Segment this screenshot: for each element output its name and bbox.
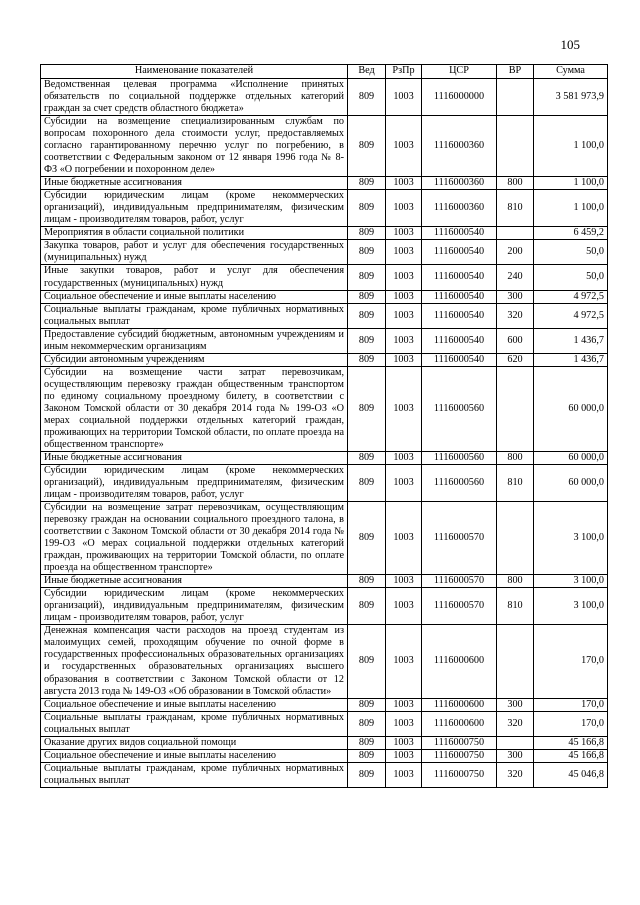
cell-rzpr: 1003 xyxy=(386,698,422,711)
cell-ved: 809 xyxy=(348,79,386,116)
cell-vr: 800 xyxy=(497,575,534,588)
table-row xyxy=(41,240,608,265)
cell-name: Социальные выплаты гражданам, кроме публичных нормативных социальных выплат xyxy=(41,303,348,328)
cell-name: Социальное обеспечение и иные выплаты населению xyxy=(41,290,348,303)
cell-name: Социальные выплаты гражданам, кроме публичных нормативных социальных выплат xyxy=(41,762,348,787)
cell-ved: 809 xyxy=(348,265,386,290)
cell-ved: 809 xyxy=(348,464,386,501)
cell-csr: 1116000540 xyxy=(422,227,497,240)
cell-csr: 1116000540 xyxy=(422,265,497,290)
cell-vr: 800 xyxy=(497,177,534,190)
cell-csr: 1116000600 xyxy=(422,625,497,698)
cell-sum: 1 436,7 xyxy=(534,328,608,353)
cell-name: Субсидии автономным учреждениям xyxy=(41,353,348,366)
cell-rzpr: 1003 xyxy=(386,328,422,353)
table-row xyxy=(41,303,608,328)
cell-vr xyxy=(497,625,534,698)
cell-vr: 200 xyxy=(497,240,534,265)
cell-name: Мероприятия в области социальной политики xyxy=(41,227,348,240)
cell-csr: 1116000540 xyxy=(422,353,497,366)
cell-vr xyxy=(497,366,534,451)
cell-csr: 1116000000 xyxy=(422,79,497,116)
cell-name: Субсидии на возмещение затрат перевозчикам, осуществляющим перевозку граждан на основании социального проездного талона, в соответствии с Законом Томской области от 30 декабря 2014 года № 199-ОЗ «О мерах социальной поддержки отдельных категорий граждан, проживающих на территории Томской области, по оплате проезда на общественном транспорте» xyxy=(41,502,348,575)
cell-csr: 1116000560 xyxy=(422,451,497,464)
table-row xyxy=(41,451,608,464)
table-row xyxy=(41,190,608,227)
cell-rzpr: 1003 xyxy=(386,240,422,265)
cell-sum: 50,0 xyxy=(534,240,608,265)
cell-csr: 1116000540 xyxy=(422,328,497,353)
cell-vr xyxy=(497,227,534,240)
cell-sum: 45 166,8 xyxy=(534,736,608,749)
cell-ved: 809 xyxy=(348,749,386,762)
cell-vr: 300 xyxy=(497,290,534,303)
cell-rzpr: 1003 xyxy=(386,711,422,736)
header-name: Наименование показателей xyxy=(41,65,348,79)
cell-name: Иные бюджетные ассигнования xyxy=(41,451,348,464)
cell-sum: 4 972,5 xyxy=(534,303,608,328)
cell-rzpr: 1003 xyxy=(386,736,422,749)
cell-ved: 809 xyxy=(348,303,386,328)
page-number: 105 xyxy=(560,37,580,52)
cell-vr: 810 xyxy=(497,588,534,625)
cell-ved: 809 xyxy=(348,177,386,190)
cell-csr: 1116000540 xyxy=(422,303,497,328)
cell-vr: 300 xyxy=(497,698,534,711)
cell-vr: 800 xyxy=(497,451,534,464)
cell-sum: 50,0 xyxy=(534,265,608,290)
cell-csr: 1116000570 xyxy=(422,575,497,588)
cell-vr xyxy=(497,502,534,575)
header-ved: Вед xyxy=(348,65,386,79)
cell-name: Субсидии на возмещение части затрат перевозчикам, осуществляющим перевозку граждан общественным транспортом по единому социальному проездному билету, в соответствии с Законом Томской области от 30 декабря 2014 года № 199-ОЗ «О мерах социальной поддержки отдельных категорий граждан, проживающих на территории Томской области, по оплате проезда на общественном транспорте» xyxy=(41,366,348,451)
cell-rzpr: 1003 xyxy=(386,575,422,588)
cell-name: Иные бюджетные ассигнования xyxy=(41,575,348,588)
cell-sum: 3 100,0 xyxy=(534,575,608,588)
table-row xyxy=(41,290,608,303)
cell-sum: 60 000,0 xyxy=(534,366,608,451)
table-row xyxy=(41,711,608,736)
table-row xyxy=(41,762,608,787)
table-row xyxy=(41,265,608,290)
cell-name: Субсидии юридическим лицам (кроме некоммерческих организаций), индивидуальным предпринимателям, физическим лицам - производителям товаров, работ, услуг xyxy=(41,588,348,625)
table-row xyxy=(41,698,608,711)
table-row xyxy=(41,227,608,240)
cell-vr: 600 xyxy=(497,328,534,353)
cell-name: Социальные выплаты гражданам, кроме публичных нормативных социальных выплат xyxy=(41,711,348,736)
cell-sum: 6 459,2 xyxy=(534,227,608,240)
cell-csr: 1116000750 xyxy=(422,749,497,762)
cell-csr: 1116000560 xyxy=(422,366,497,451)
cell-ved: 809 xyxy=(348,711,386,736)
cell-ved: 809 xyxy=(348,736,386,749)
table-row xyxy=(41,625,608,698)
cell-sum: 170,0 xyxy=(534,625,608,698)
cell-rzpr: 1003 xyxy=(386,290,422,303)
cell-vr: 320 xyxy=(497,303,534,328)
table-body xyxy=(41,79,608,788)
cell-csr: 1116000600 xyxy=(422,698,497,711)
table-header-row xyxy=(41,65,608,79)
header-csr: ЦСР xyxy=(422,65,497,79)
cell-sum: 1 100,0 xyxy=(534,116,608,177)
cell-csr: 1116000750 xyxy=(422,762,497,787)
cell-name: Социальное обеспечение и иные выплаты населению xyxy=(41,749,348,762)
cell-rzpr: 1003 xyxy=(386,265,422,290)
cell-vr xyxy=(497,79,534,116)
cell-rzpr: 1003 xyxy=(386,762,422,787)
cell-rzpr: 1003 xyxy=(386,303,422,328)
table-row xyxy=(41,353,608,366)
header-rzpr: РзПр xyxy=(386,65,422,79)
table-row xyxy=(41,575,608,588)
cell-rzpr: 1003 xyxy=(386,79,422,116)
cell-name: Иные бюджетные ассигнования xyxy=(41,177,348,190)
cell-sum: 60 000,0 xyxy=(534,451,608,464)
cell-ved: 809 xyxy=(348,190,386,227)
cell-csr: 1116000560 xyxy=(422,464,497,501)
cell-csr: 1116000360 xyxy=(422,116,497,177)
header-vr: ВР xyxy=(497,65,534,79)
cell-ved: 809 xyxy=(348,240,386,265)
cell-name: Оказание других видов социальной помощи xyxy=(41,736,348,749)
cell-csr: 1116000600 xyxy=(422,711,497,736)
cell-rzpr: 1003 xyxy=(386,451,422,464)
cell-sum: 1 100,0 xyxy=(534,177,608,190)
cell-sum: 45 166,8 xyxy=(534,749,608,762)
cell-vr xyxy=(497,736,534,749)
cell-sum: 3 100,0 xyxy=(534,502,608,575)
table-row xyxy=(41,736,608,749)
table-row xyxy=(41,464,608,501)
cell-sum: 3 581 973,9 xyxy=(534,79,608,116)
cell-rzpr: 1003 xyxy=(386,116,422,177)
cell-ved: 809 xyxy=(348,698,386,711)
table-row xyxy=(41,116,608,177)
table-row xyxy=(41,177,608,190)
cell-name: Предоставление субсидий бюджетным, автономным учреждениям и иным некоммерческим организациям xyxy=(41,328,348,353)
cell-sum: 170,0 xyxy=(534,698,608,711)
cell-sum: 1 100,0 xyxy=(534,190,608,227)
table-row xyxy=(41,588,608,625)
table-row xyxy=(41,502,608,575)
cell-name: Иные закупки товаров, работ и услуг для обеспечения государственных (муниципальных) нужд xyxy=(41,265,348,290)
cell-ved: 809 xyxy=(348,451,386,464)
cell-ved: 809 xyxy=(348,366,386,451)
cell-csr: 1116000750 xyxy=(422,736,497,749)
cell-rzpr: 1003 xyxy=(386,464,422,501)
cell-sum: 45 046,8 xyxy=(534,762,608,787)
cell-rzpr: 1003 xyxy=(386,625,422,698)
header-sum: Сумма xyxy=(534,65,608,79)
cell-name: Субсидии юридическим лицам (кроме некоммерческих организаций), индивидуальным предпринимателям, физическим лицам - производителям товаров, работ, услуг xyxy=(41,464,348,501)
table-row xyxy=(41,79,608,116)
cell-name: Закупка товаров, работ и услуг для обеспечения государственных (муниципальных) нужд xyxy=(41,240,348,265)
cell-vr: 810 xyxy=(497,464,534,501)
cell-ved: 809 xyxy=(348,502,386,575)
budget-table xyxy=(40,64,608,788)
table-row xyxy=(41,328,608,353)
cell-sum: 1 436,7 xyxy=(534,353,608,366)
cell-rzpr: 1003 xyxy=(386,190,422,227)
cell-rzpr: 1003 xyxy=(386,749,422,762)
cell-rzpr: 1003 xyxy=(386,227,422,240)
cell-sum: 170,0 xyxy=(534,711,608,736)
cell-sum: 4 972,5 xyxy=(534,290,608,303)
cell-rzpr: 1003 xyxy=(386,366,422,451)
cell-ved: 809 xyxy=(348,353,386,366)
table-row xyxy=(41,366,608,451)
cell-ved: 809 xyxy=(348,328,386,353)
cell-rzpr: 1003 xyxy=(386,353,422,366)
cell-rzpr: 1003 xyxy=(386,177,422,190)
cell-csr: 1116000570 xyxy=(422,502,497,575)
cell-sum: 60 000,0 xyxy=(534,464,608,501)
cell-ved: 809 xyxy=(348,290,386,303)
cell-rzpr: 1003 xyxy=(386,502,422,575)
cell-vr: 300 xyxy=(497,749,534,762)
cell-name: Субсидии на возмещение специализированным службам по вопросам похоронного дела стоимости услуг, предоставляемых согласно гарантированному перечню услуг по погребению, в соответствии с Федеральным законом от 12 января 1996 года № 8-ФЗ «О погребении и похоронном деле» xyxy=(41,116,348,177)
cell-name: Социальное обеспечение и иные выплаты населению xyxy=(41,698,348,711)
cell-vr: 320 xyxy=(497,762,534,787)
cell-ved: 809 xyxy=(348,625,386,698)
cell-ved: 809 xyxy=(348,116,386,177)
cell-vr: 620 xyxy=(497,353,534,366)
cell-sum: 3 100,0 xyxy=(534,588,608,625)
cell-csr: 1116000540 xyxy=(422,290,497,303)
cell-ved: 809 xyxy=(348,575,386,588)
cell-csr: 1116000360 xyxy=(422,190,497,227)
cell-name: Ведомственная целевая программа «Исполнение принятых обязательств по социальной поддержке отдельных категорий граждан за счет средств областного бюджета» xyxy=(41,79,348,116)
cell-csr: 1116000570 xyxy=(422,588,497,625)
table-row xyxy=(41,749,608,762)
cell-name: Субсидии юридическим лицам (кроме некоммерческих организаций), индивидуальным предпринимателям, физическим лицам - производителям товаров, работ, услуг xyxy=(41,190,348,227)
cell-csr: 1116000360 xyxy=(422,177,497,190)
cell-ved: 809 xyxy=(348,227,386,240)
cell-vr xyxy=(497,116,534,177)
cell-ved: 809 xyxy=(348,762,386,787)
cell-rzpr: 1003 xyxy=(386,588,422,625)
cell-vr: 320 xyxy=(497,711,534,736)
cell-vr: 810 xyxy=(497,190,534,227)
cell-name: Денежная компенсация части расходов на проезд студентам из малоимущих семей, проходящим обучение по очной форме в государственных профессиональных образовательных организациях и государственных образовательных организациях высшего образования в соответствии с Законом Томской области от 12 августа 2013 года № 149-ОЗ «Об образовании в Томской области» xyxy=(41,625,348,698)
cell-csr: 1116000540 xyxy=(422,240,497,265)
cell-vr: 240 xyxy=(497,265,534,290)
cell-ved: 809 xyxy=(348,588,386,625)
